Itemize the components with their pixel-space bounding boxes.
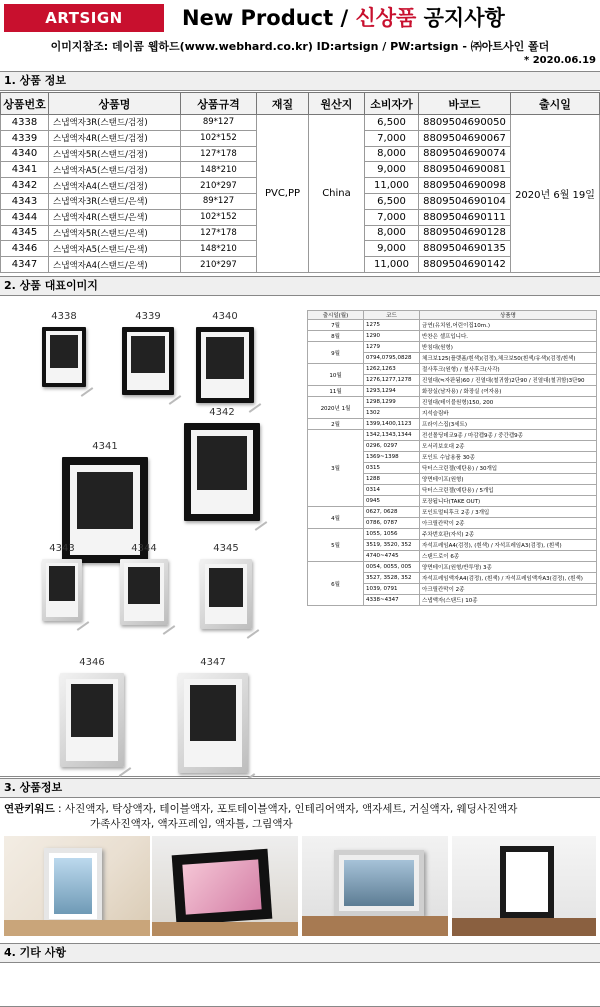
price: 9,000	[365, 162, 419, 178]
schedule-row	[308, 419, 597, 430]
lifestyle-photo-3	[302, 836, 448, 936]
product-no: 4343	[1, 193, 49, 209]
frame-number-label: 4344	[131, 543, 157, 554]
frame-stand	[81, 387, 94, 397]
schedule-item-name: 아크릴칸막이 2종	[420, 584, 597, 595]
schedule-item-name: 프라이스집(3세트)	[420, 419, 597, 430]
schedule-item-name: 포장됩니다(TAKE OUT)	[420, 496, 597, 507]
frame-number-label: 4346	[79, 657, 105, 668]
frame-number-label: 4341	[92, 441, 118, 452]
schedule-month: 2월	[308, 419, 364, 430]
barcode: 8809504690104	[419, 193, 511, 209]
schedule-row	[308, 320, 597, 331]
frame-number-label: 4347	[200, 657, 226, 668]
schedule-code: 4338~4347	[364, 595, 420, 606]
schedule-code: 0054, 0055, 005	[364, 562, 420, 573]
schedule-row	[308, 331, 597, 342]
frame-image-4338	[42, 311, 86, 387]
frame-photo-placeholder	[71, 684, 113, 737]
schedule-row	[308, 386, 597, 397]
schedule-item-name: 양면테이프(원형)	[420, 474, 597, 485]
barcode: 8809504690135	[419, 241, 511, 257]
section-product-details: 3. 상품정보	[0, 778, 600, 798]
section-product-info: 1. 상품 정보	[0, 71, 600, 91]
schedule-item-name: 닥터스크린젤(예탄용) / 5개입	[420, 485, 597, 496]
product-name: 스냅액자A5(스탠드/은색)	[49, 241, 181, 257]
product-size: 127*178	[181, 225, 257, 241]
price: 8,000	[365, 225, 419, 241]
schedule-item-name: 스냅액자(스탠드) 10종	[420, 595, 597, 606]
frame-image-4346	[60, 657, 124, 767]
keywords-line2: 가족사진액자, 액자프레임, 액자틀, 그림액자	[90, 818, 293, 830]
price: 7,000	[365, 130, 419, 146]
page-title	[170, 2, 600, 34]
schedule-code: 0786, 0787	[364, 518, 420, 529]
frame-stand	[255, 521, 268, 531]
schedule-month: 4월	[308, 507, 364, 529]
barcode: 8809504690074	[419, 146, 511, 162]
schedule-item-name: 양면테이프(원형/반투명) 3종	[420, 562, 597, 573]
notice-date: * 2020.06.19	[524, 55, 596, 66]
product-name: 스냅액자5R(스탠드/검정)	[49, 146, 181, 162]
schedule-item-name: 자석프레임A4(검정), (흰색) / 자석프레임A3(검정), (흰색)	[420, 540, 597, 551]
col-release-month: 출시일(월)	[308, 311, 364, 320]
frame-image-4342	[184, 407, 260, 521]
barcode: 8809504690111	[419, 209, 511, 225]
frame-photo-placeholder	[128, 567, 160, 604]
schedule-month: 2020년 1월	[308, 397, 364, 419]
schedule-code: 1055, 1056	[364, 529, 420, 540]
brand-logo: ARTSIGN	[4, 4, 164, 32]
frame-photo-placeholder	[206, 337, 244, 379]
schedule-code: 1298,1299	[364, 397, 420, 408]
schedule-code: 3527, 3528, 352	[364, 573, 420, 584]
price: 11,000	[365, 257, 419, 273]
col-release: 출시일	[511, 93, 600, 115]
product-no: 4344	[1, 209, 49, 225]
col-product-size: 상품규격	[181, 93, 257, 115]
schedule-row	[308, 507, 597, 518]
schedule-item-name: 진열대(테이블원형)150, 200	[420, 397, 597, 408]
frame-image-4340	[196, 311, 254, 403]
schedule-item-name: 화장실(남자용) / 화장실 (여자용)	[420, 386, 597, 397]
schedule-row	[308, 529, 597, 540]
col-barcode: 바코드	[419, 93, 511, 115]
product-name: 스냅액자4R(스탠드/검정)	[49, 130, 181, 146]
price: 11,000	[365, 178, 419, 194]
schedule-code: 1302	[364, 408, 420, 419]
product-size: 89*127	[181, 115, 257, 131]
product-name: 스냅액자A5(스탠드/검정)	[49, 162, 181, 178]
barcode: 8809504690128	[419, 225, 511, 241]
price: 8,000	[365, 146, 419, 162]
product-no: 4342	[1, 178, 49, 194]
product-table-header	[1, 93, 600, 115]
product-name: 스냅액자A4(스탠드/검정)	[49, 178, 181, 194]
frame-number-label: 4338	[51, 311, 77, 322]
schedule-item-name: 아크릴칸막이 2종	[420, 518, 597, 529]
release-schedule-table	[307, 310, 597, 606]
schedule-item-name: 반찬은 셀프입니다.	[420, 331, 597, 342]
release-date: 2020년 6월 19일	[511, 115, 600, 273]
col-origin: 원산지	[309, 93, 365, 115]
col-material: 재질	[257, 93, 309, 115]
schedule-month: 6월	[308, 562, 364, 606]
frame-photo-placeholder	[131, 336, 165, 373]
schedule-code: 1288	[364, 474, 420, 485]
barcode: 8809504690142	[419, 257, 511, 273]
schedule-code: 1039, 0791	[364, 584, 420, 595]
schedule-item-name: 절사후크(원형) / 철사후크(사각)	[420, 364, 597, 375]
schedule-item-name: 지석슬림바	[420, 408, 597, 419]
product-name: 스냅액자4R(스탠드/은색)	[49, 209, 181, 225]
title-highlight: 신상품	[355, 6, 417, 30]
col-code: 코드	[364, 311, 420, 320]
schedule-row	[308, 397, 597, 408]
frame-image-4345	[200, 543, 252, 629]
lifestyle-photo-4	[452, 836, 596, 936]
frame-number-label: 4345	[213, 543, 239, 554]
product-table	[0, 92, 600, 273]
product-no: 4338	[1, 115, 49, 131]
price: 6,500	[365, 193, 419, 209]
col-product-name: 상품명	[49, 93, 181, 115]
product-no: 4347	[1, 257, 49, 273]
product-name: 스냅액자3R(스탠드/은색)	[49, 193, 181, 209]
schedule-month: 3월	[308, 430, 364, 507]
schedule-code: 0627, 0628	[364, 507, 420, 518]
barcode: 8809504690067	[419, 130, 511, 146]
frame-number-label: 4340	[212, 311, 238, 322]
product-name: 스냅액자A4(스탠드/은색)	[49, 257, 181, 273]
product-size: 148*210	[181, 241, 257, 257]
schedule-code: 1276,1277,1278	[364, 375, 420, 386]
schedule-code: 4740~4745	[364, 551, 420, 562]
product-size: 210*297	[181, 178, 257, 194]
lifestyle-photo-2	[152, 836, 298, 936]
other-notes-body	[0, 964, 600, 1007]
schedule-month: 11월	[308, 386, 364, 397]
barcode: 8809504690098	[419, 178, 511, 194]
frame-photo-placeholder	[209, 568, 243, 607]
schedule-code: 0945	[364, 496, 420, 507]
schedule-row	[308, 430, 597, 441]
frame-number-label: 4339	[135, 311, 161, 322]
frame-number-label: 4342	[209, 407, 235, 418]
schedule-code: 1342,1343,1344	[364, 430, 420, 441]
price: 7,000	[365, 209, 419, 225]
schedule-month: 7월	[308, 320, 364, 331]
frame-photo-placeholder	[197, 436, 247, 490]
keywords-label: 연관키워드	[4, 803, 55, 815]
frame-image-4339	[122, 311, 174, 395]
col-product-no: 상품번호	[1, 93, 49, 115]
schedule-item-name: 닥터스크린젤(예탄용) / 30개입	[420, 463, 597, 474]
schedule-row	[308, 342, 597, 353]
frame-photo-placeholder	[49, 566, 75, 601]
price: 9,000	[365, 241, 419, 257]
schedule-code: 1275	[364, 320, 420, 331]
col-price: 소비자가	[365, 93, 419, 115]
schedule-item-name: 주차번호판(자석) 2종	[420, 529, 597, 540]
product-size: 210*297	[181, 257, 257, 273]
frame-photo-placeholder	[190, 685, 236, 741]
product-size: 89*127	[181, 193, 257, 209]
product-size: 102*152	[181, 209, 257, 225]
related-keywords	[4, 802, 596, 832]
schedule-month: 8월	[308, 331, 364, 342]
schedule-code: 0794,0795,0828	[364, 353, 420, 364]
schedule-code: 1290	[364, 331, 420, 342]
schedule-item-name: 포인트멀티후크 2종 / 3개입	[420, 507, 597, 518]
frame-image-4343	[42, 543, 82, 621]
col-item-name: 상품명	[420, 311, 597, 320]
lifestyle-photo-1	[4, 836, 150, 936]
price: 6,500	[365, 115, 419, 131]
product-no: 4345	[1, 225, 49, 241]
frame-stand	[163, 625, 176, 635]
schedule-code: 1369~1398	[364, 452, 420, 463]
schedule-code: 1279	[364, 342, 420, 353]
schedule-code: 0296, 0297	[364, 441, 420, 452]
frame-image-4344	[120, 543, 168, 625]
frame-photo-placeholder	[77, 472, 133, 529]
product-no: 4346	[1, 241, 49, 257]
frame-number-label: 4343	[49, 543, 75, 554]
schedule-month: 9월	[308, 342, 364, 364]
product-size: 102*152	[181, 130, 257, 146]
schedule-code: 3519, 3520, 352	[364, 540, 420, 551]
schedule-item-name: 스탠드로이 6종	[420, 551, 597, 562]
barcode: 8809504690081	[419, 162, 511, 178]
product-size: 148*210	[181, 162, 257, 178]
schedule-code: 1399,1400,1123	[364, 419, 420, 430]
schedule-month: 5월	[308, 529, 364, 562]
product-size: 127*178	[181, 146, 257, 162]
webhard-contact: 이미지참조: 데이콤 웹하드(www.webhard.co.kr) ID:artsign / PW:artsign - ㈜아트사인 폴더	[50, 40, 550, 53]
barcode: 8809504690050	[419, 115, 511, 131]
schedule-item-name: 체크보125(플랫폼/흰색)(검정),체크보50(흰색/유색)(검정/흰색)	[420, 353, 597, 364]
title-suffix: 공지사항	[416, 6, 505, 30]
schedule-item-name: 진열대(≒자판됨)60 / 진열대(철귀함)2단90 / 진열대(철귀함)3단90	[420, 375, 597, 386]
schedule-code: 1293,1294	[364, 386, 420, 397]
schedule-row	[308, 562, 597, 573]
schedule-item-name: 모서리보호대 2종	[420, 441, 597, 452]
product-no: 4341	[1, 162, 49, 178]
schedule-item-name: 자석프레임액자A4(검정), (흰색) / 자석프레임액자A3(검정), (흰색)	[420, 573, 597, 584]
product-row	[1, 115, 600, 131]
lifestyle-photo-strip	[0, 832, 600, 940]
schedule-code: 1262,1263	[364, 364, 420, 375]
product-name: 스냅액자5R(스탠드/은색)	[49, 225, 181, 241]
schedule-month: 10월	[308, 364, 364, 386]
schedule-item-name: 금연(유치원,어린이집10m.)	[420, 320, 597, 331]
frame-stand	[169, 395, 182, 405]
schedule-code: 0314	[364, 485, 420, 496]
frame-image-4347	[178, 657, 248, 773]
schedule-row	[308, 364, 597, 375]
product-no: 4340	[1, 146, 49, 162]
frame-stand	[119, 767, 132, 777]
schedule-item-name: 전선몰딩데코9종 / 마감캡9종 / 중간캡9종	[420, 430, 597, 441]
schedule-item-name: 받침대(원형)	[420, 342, 597, 353]
schedule-item-name: 포인트 수납용품 30종	[420, 452, 597, 463]
schedule-code: 0315	[364, 463, 420, 474]
product-name: 스냅액자3R(스탠드/검정)	[49, 115, 181, 131]
frame-stand	[247, 629, 260, 639]
material: PVC,PP	[257, 115, 309, 273]
frame-stand	[77, 621, 90, 631]
title-prefix: New Product /	[182, 6, 356, 30]
origin: China	[309, 115, 365, 273]
product-no: 4339	[1, 130, 49, 146]
section-representative-images: 2. 상품 대표이미지	[0, 276, 600, 296]
frame-photo-placeholder	[50, 335, 78, 368]
keywords-line1: : 사진액자, 탁상액자, 테이블액자, 포토테이블액자, 인테리어액자, 액자세트, 거실액자, 웨딩사진액자	[54, 803, 518, 815]
section-other-notes: 4. 기타 사항	[0, 943, 600, 963]
